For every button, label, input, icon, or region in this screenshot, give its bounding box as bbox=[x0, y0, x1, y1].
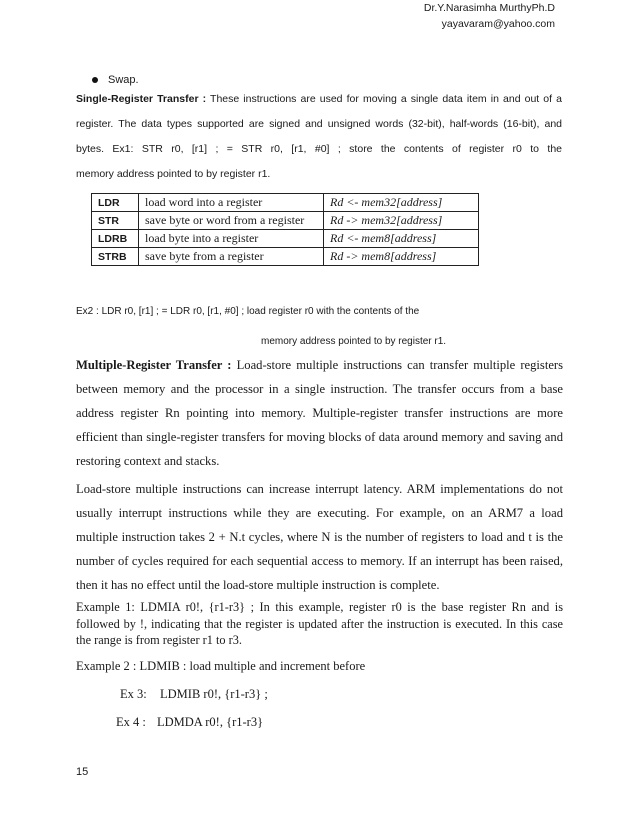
bullet-text: Swap. bbox=[108, 74, 139, 86]
paragraph-line: between memory and the processor in a single instruction. The transfer occurs from a base bbox=[76, 382, 563, 396]
paragraph-line: the range is from register r1 to r3. bbox=[76, 633, 242, 647]
ex3-code: LDMIB r0!, {r1-r3} ; bbox=[160, 687, 268, 701]
table-cell-mnemonic: STRB bbox=[92, 248, 139, 266]
latency-paragraph bbox=[76, 477, 563, 597]
bullet-icon bbox=[92, 77, 98, 83]
header-author: Dr.Y.Narasimha MurthyPh.D bbox=[423, 2, 555, 14]
paragraph-line: number of cycles required for each sequential access to memory. If an interrupt has been raised, bbox=[76, 554, 563, 568]
paragraph-line: followed by !, indicating that the register is updated after the instruction is executed. In this case bbox=[76, 616, 563, 631]
multiple-register-paragraph bbox=[76, 353, 563, 473]
example2b-line: Example 2 : LDMIB : load multiple and increment before bbox=[76, 659, 366, 673]
table-row bbox=[92, 194, 479, 212]
paragraph-line: restoring context and stacks. bbox=[76, 454, 220, 468]
table-cell-description: load word into a register bbox=[139, 194, 324, 212]
paragraph-line: then it has no effect until the load-store multiple instruction is complete. bbox=[76, 578, 440, 592]
table-cell-operation: Rd -> mem32[address] bbox=[324, 212, 479, 230]
paragraph-line: register. The data types supported are signed and unsigned words (32-bit), half-words (16-bit), and bbox=[76, 118, 562, 130]
table-cell-description: save byte from a register bbox=[139, 248, 324, 266]
paragraph-line: usually interrupt instructions while they are executing. For example, on an ARM7 a load bbox=[76, 506, 563, 520]
paragraph-line: memory address pointed to by register r1. bbox=[76, 168, 271, 180]
table-cell-mnemonic: LDRB bbox=[92, 230, 139, 248]
ex4-label: Ex 4 : bbox=[116, 715, 146, 729]
page-number: 15 bbox=[76, 766, 89, 778]
paragraph-line: Single-Register Transfer : These instructions are used for moving a single data item in and out of a bbox=[76, 93, 562, 105]
example2-line2: memory address pointed to by register r1. bbox=[261, 336, 447, 347]
table-cell-description: save byte or word from a register bbox=[139, 212, 324, 230]
paragraph-line: efficient than single-register transfers for moving blocks of data around memory and saving and bbox=[76, 430, 563, 444]
ex4-code: LDMDA r0!, {r1-r3} bbox=[157, 715, 264, 729]
table-row bbox=[92, 212, 479, 230]
instruction-table bbox=[91, 193, 479, 266]
ex3-label: Ex 3: bbox=[120, 687, 147, 701]
table-cell-operation: Rd <- mem8[address] bbox=[324, 230, 479, 248]
section-heading: Single-Register Transfer : bbox=[76, 93, 207, 105]
page-header bbox=[424, 0, 555, 32]
paragraph-line: multiple instruction takes 2 + N.t cycles, where N is the number of registers to load and t is the bbox=[76, 530, 563, 544]
paragraph-line: bytes. Ex1: STR r0, [r1] ; = STR r0, [r1, #0] ; store the contents of register r0 to the bbox=[76, 143, 563, 155]
table-row bbox=[92, 248, 479, 266]
paragraph-line: Multiple-Register Transfer : Load-store multiple instructions can transfer multiple registers bbox=[76, 358, 564, 372]
single-register-paragraph bbox=[76, 87, 562, 187]
example2-line1: Ex2 : LDR r0, [r1] ; = LDR r0, [r1, #0] ; load register r0 with the contents of the bbox=[76, 306, 420, 317]
header-email: yayavaram@yahoo.com bbox=[441, 18, 555, 30]
table-row bbox=[92, 230, 479, 248]
section-heading: Multiple-Register Transfer : bbox=[76, 358, 232, 372]
paragraph-line: Example 1: LDMIA r0!, {r1-r3} ; In this example, register r0 is the base register Rn and is bbox=[76, 600, 563, 614]
paragraph-line: Load-store multiple instructions can increase interrupt latency. ARM implementations do not bbox=[76, 482, 563, 496]
bullet-item bbox=[92, 74, 139, 86]
table-cell-operation: Rd <- mem32[address] bbox=[324, 194, 479, 212]
table-cell-operation: Rd -> mem8[address] bbox=[324, 248, 479, 266]
table-cell-description: load byte into a register bbox=[139, 230, 324, 248]
example1-paragraph bbox=[76, 599, 563, 649]
paragraph-line: address register Rn pointing into memory. Multiple-register transfer instructions are more bbox=[76, 406, 563, 420]
table-cell-mnemonic: STR bbox=[92, 212, 139, 230]
table-cell-mnemonic: LDR bbox=[92, 194, 139, 212]
